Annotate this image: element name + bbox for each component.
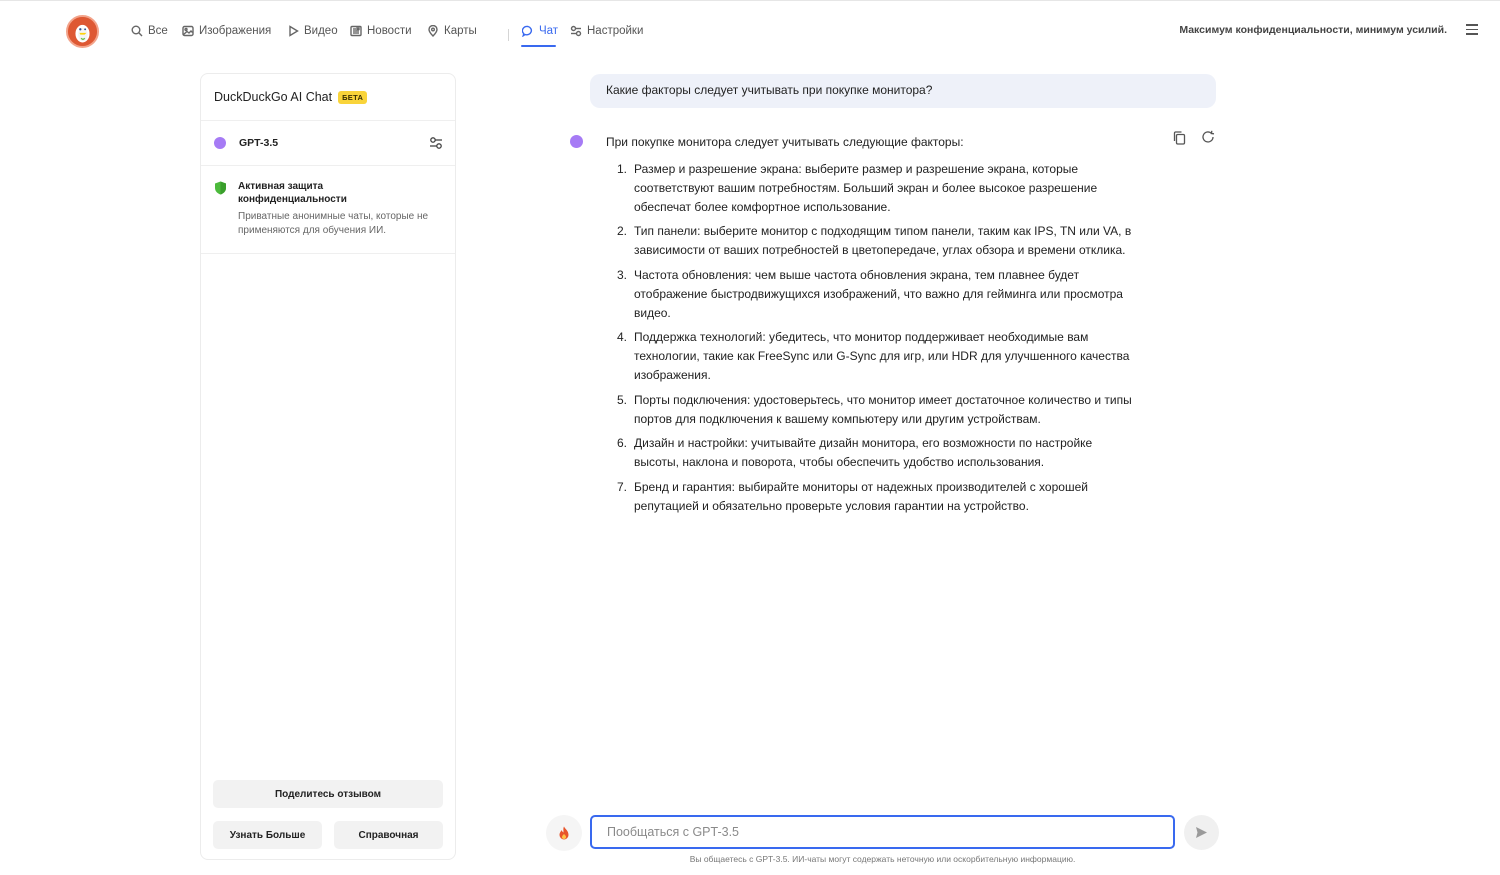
- privacy-notice: [201, 166, 455, 254]
- nav-video[interactable]: Видео: [287, 25, 338, 37]
- list-item: 1. Размер и разрешение экрана: выберите размер и разрешение экрана, которые соответствуют вашим потребностям. Больший экран и более высокое разрешение обеспечат более комфортное использование.: [617, 162, 1098, 214]
- sidebar-header: [201, 74, 455, 121]
- list-item: 6. Дизайн и настройки: учитывайте дизайн монитора, его возможности по настройке высоты, наклона и поворота, чтобы обеспечить удобство использования.: [617, 436, 1093, 470]
- answer-intro: При покупке монитора следует учитывать следующие факторы:: [606, 135, 964, 149]
- duckduckgo-logo-icon[interactable]: [66, 15, 99, 48]
- user-message: Какие факторы следует учитывать при покупке монитора?: [590, 74, 1216, 108]
- nav-settings[interactable]: Настройки: [570, 25, 643, 37]
- privacy-title: Активная защита конфиденциальности: [238, 181, 347, 205]
- help-button[interactable]: Справочная: [334, 821, 443, 849]
- send-icon: [1195, 826, 1208, 839]
- nav-news[interactable]: Новости: [350, 25, 412, 37]
- assistant-avatar: [570, 135, 583, 148]
- assistant-message: [606, 135, 1146, 522]
- list-item: 7. Бренд и гарантия: выбирайте мониторы от надежных производителей с хорошей репутацией и обязательно проверьте условия гарантии на устройство.: [617, 479, 1088, 513]
- top-border: [0, 0, 1500, 1]
- copy-icon[interactable]: [1173, 131, 1186, 145]
- chat-input[interactable]: [590, 815, 1175, 849]
- nav-active-indicator: [521, 45, 556, 47]
- model-settings-icon[interactable]: [429, 136, 443, 150]
- clear-chat-button[interactable]: [546, 815, 582, 851]
- play-icon: [287, 25, 299, 37]
- nav-chat[interactable]: Чат: [522, 25, 558, 37]
- list-item: 5. Порты подключения: удостоверьтесь, что монитор имеет достаточное количество и типы портов для подключения к вашему компьютеру или другим устройствам.: [617, 392, 1132, 426]
- model-avatar: [214, 137, 226, 149]
- map-pin-icon: [427, 25, 439, 37]
- search-icon: [131, 25, 143, 37]
- fire-icon: [558, 826, 570, 840]
- sidebar-title: DuckDuckGo AI Chat: [214, 90, 333, 104]
- shield-icon: [214, 181, 227, 195]
- model-selector[interactable]: [201, 121, 455, 166]
- image-icon: [182, 25, 194, 37]
- beta-badge: БЕТА: [338, 91, 367, 104]
- regenerate-icon[interactable]: [1201, 130, 1215, 144]
- list-item: 3. Частота обновления: чем выше частота обновления экрана, тем плавнее будет отображение быстродвижущихся изображений, что важно для гейминга или просмотра видео.: [617, 267, 1123, 320]
- nav-maps[interactable]: Карты: [427, 25, 477, 37]
- news-icon: [350, 25, 362, 37]
- hamburger-menu-icon[interactable]: [1466, 24, 1478, 35]
- settings-sliders-icon: [570, 25, 582, 37]
- nav-divider: [508, 29, 509, 41]
- list-item: 4. Поддержка технологий: убедитесь, что монитор поддерживает необходимые вам технологии, такие как FreeSync или G-Sync для игр, или HDR для улучшенного качества изображения.: [617, 330, 1130, 382]
- chat-icon: [522, 25, 534, 37]
- list-item: 2. Тип панели: выберите монитор с подходящим типом панели, таким как IPS, TN или VA, в зависимости от ваших потребностей в цветопередаче, углах обзора и времени отклика.: [617, 224, 1132, 258]
- nav-all[interactable]: Все: [131, 25, 168, 37]
- nav-images[interactable]: Изображения: [182, 25, 271, 37]
- model-name: GPT-3.5: [239, 137, 279, 149]
- answer-list: [606, 160, 1146, 516]
- tagline: Максимум конфиденциальности, минимум усилий.: [1179, 24, 1447, 36]
- learn-more-button[interactable]: Узнать Больше: [213, 821, 322, 849]
- disclaimer: Вы общаетесь с GPT-3.5. ИИ-чаты могут содержать неточную или оскорбительную информацию.: [689, 854, 1076, 864]
- feedback-button[interactable]: Поделитесь отзывом: [213, 780, 443, 808]
- send-button[interactable]: [1184, 815, 1219, 850]
- privacy-description: Приватные анонимные чаты, которые не применяются для обучения ИИ.: [238, 211, 429, 236]
- sidebar: [200, 73, 456, 860]
